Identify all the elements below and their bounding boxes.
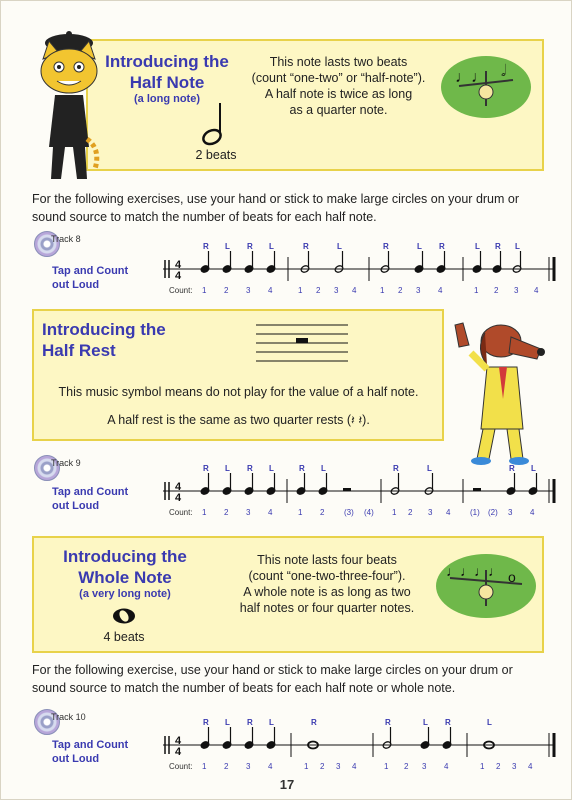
count-number: 4 — [444, 762, 449, 771]
time-signature-bottom: 4 — [175, 492, 182, 504]
half-rest — [473, 488, 481, 491]
sticking-label: R — [247, 718, 253, 727]
half-rest — [343, 488, 351, 491]
half-rest-title: Introducing the Half Rest — [42, 320, 166, 360]
track-9-rhythm-staff — [161, 461, 561, 519]
whole-note-line-2: (count “one-two-three-four”). — [248, 569, 406, 583]
count-number: 3 — [246, 286, 251, 295]
track-9-label: Track 9 — [51, 458, 81, 468]
count-number: 4 — [352, 762, 357, 771]
svg-text:♩♩♩♩: ♩♩♩♩ — [446, 563, 502, 579]
sticking-label: R — [203, 718, 209, 727]
count-number: 1 — [304, 762, 309, 771]
sticking-label: L — [269, 464, 274, 473]
whole-note-symbol — [111, 607, 137, 625]
count-number: 4 — [438, 286, 443, 295]
count-number: (4) — [364, 508, 374, 517]
svg-text:o: o — [508, 569, 516, 585]
count-number: 1 — [298, 286, 303, 295]
tap-line-1: Tap and Count — [52, 486, 129, 498]
sticking-label: L — [423, 718, 428, 727]
count-number: 2 — [224, 762, 229, 771]
sticking-label: L — [475, 242, 480, 251]
count-number: 1 — [392, 508, 397, 517]
sticking-label: R — [393, 464, 399, 473]
count-number: 2 — [404, 762, 409, 771]
sticking-label: L — [427, 464, 432, 473]
count-number: 4 — [268, 508, 273, 517]
sticking-label: R — [495, 242, 501, 251]
sticking-label: L — [321, 464, 326, 473]
count-number: 1 — [474, 286, 479, 295]
count-number: 2 — [320, 762, 325, 771]
track-8-label: Track 8 — [51, 234, 81, 244]
half-note-line-2: (count “one-two” or “half-note”). — [251, 71, 426, 85]
count-number: 2 — [224, 508, 229, 517]
sticking-label: R — [509, 464, 515, 473]
count-number: 2 — [224, 286, 229, 295]
count-number: 4 — [528, 762, 533, 771]
sticking-label: R — [303, 242, 309, 251]
half-note-description — [236, 54, 441, 118]
sticking-label: R — [439, 242, 445, 251]
sticking-label: L — [417, 242, 422, 251]
whole-note-caption: 4 beats — [103, 630, 145, 644]
half-rest-equivalence: A half rest is the same as two quarter rests (𝄽 𝄽). — [107, 413, 370, 427]
sticking-label: L — [269, 242, 274, 251]
count-number: 4 — [446, 508, 451, 517]
sticking-label: R — [385, 718, 391, 727]
count-number: 3 — [514, 286, 519, 295]
tap-line-1: Tap and Count — [52, 265, 129, 277]
half-note-title: Introducing the Half Note — [105, 52, 229, 92]
count-number: 1 — [480, 762, 485, 771]
count-number: 1 — [380, 286, 385, 295]
whole-note-title: Introducing the Whole Note — [63, 547, 187, 587]
count-number: 4 — [268, 762, 273, 771]
count-label: Count: — [169, 286, 193, 295]
count-number: 4 — [534, 286, 539, 295]
balance-scale-illustration — [441, 56, 531, 118]
time-signature-top: 4 — [175, 259, 182, 271]
count-number: 4 — [268, 286, 273, 295]
count-label: Count: — [169, 508, 193, 517]
count-number: 3 — [336, 762, 341, 771]
track-10-rhythm-staff — [161, 715, 561, 773]
track-9-instruction — [52, 485, 128, 513]
count-number: 3 — [508, 508, 513, 517]
count-number: 1 — [298, 508, 303, 517]
sticking-label: L — [531, 464, 536, 473]
sticking-label: L — [225, 718, 230, 727]
sticking-label: R — [311, 718, 317, 727]
half-rest-symbol — [256, 321, 348, 367]
count-number: 3 — [416, 286, 421, 295]
balance-scale-illustration-2 — [436, 554, 536, 618]
track-10-label: Track 10 — [51, 712, 86, 722]
count-number: 3 — [246, 762, 251, 771]
sticking-label: L — [337, 242, 342, 251]
count-number: 3 — [334, 286, 339, 295]
track-8-rhythm-staff — [161, 239, 561, 297]
whole-note-line-3: A whole note is as long as two — [243, 585, 411, 599]
tap-line-1: Tap and Count — [52, 739, 129, 751]
sticking-label: L — [225, 464, 230, 473]
time-signature-bottom: 4 — [175, 270, 182, 282]
count-number: 2 — [408, 508, 413, 517]
count-number: (2) — [488, 508, 498, 517]
half-rest-description: This music symbol means do not play for the value of a half note. — [58, 385, 419, 399]
tap-line-2: out Loud — [52, 753, 100, 765]
sticking-label: R — [247, 464, 253, 473]
sticking-label: R — [247, 242, 253, 251]
count-number: 1 — [202, 762, 207, 771]
sticking-label: L — [515, 242, 520, 251]
sticking-label: R — [445, 718, 451, 727]
count-number: 2 — [496, 762, 501, 771]
sticking-label: L — [269, 718, 274, 727]
count-number: 3 — [422, 762, 427, 771]
count-number: 2 — [320, 508, 325, 517]
time-signature-bottom: 4 — [175, 746, 182, 758]
sticking-label: R — [383, 242, 389, 251]
whole-note-subtitle: (a very long note) — [79, 588, 171, 600]
count-number: 2 — [398, 286, 403, 295]
count-number: 2 — [316, 286, 321, 295]
half-note-line-4: as a quarter note. — [289, 103, 388, 117]
half-note-subtitle: (a long note) — [134, 93, 200, 105]
count-number: 1 — [384, 762, 389, 771]
tap-line-2: out Loud — [52, 279, 100, 291]
sticking-label: R — [203, 464, 209, 473]
whole-note-description — [223, 552, 431, 616]
count-number: 3 — [428, 508, 433, 517]
count-number: (1) — [470, 508, 480, 517]
svg-text:𝅗𝅥: 𝅗𝅥 — [501, 63, 507, 80]
half-note-caption: 2 beats — [195, 148, 237, 162]
time-signature-top: 4 — [175, 735, 182, 747]
sticking-label: R — [203, 242, 209, 251]
exercise-instructions-1: For the following exercises, use your hand or stick to make large circles on your drum or sound source to match the number of beats for each half note. — [32, 192, 520, 224]
dog-illustration — [453, 319, 549, 469]
count-label: Count: — [169, 762, 193, 771]
whole-note-line-1: This note lasts four beats — [257, 553, 397, 567]
count-number: 4 — [352, 286, 357, 295]
exercise-instructions-2: For the following exercise, use your hand or stick to make large circles on your drum or sound source to match the number of beats for each half note or whole note. — [32, 663, 513, 695]
count-number: 2 — [494, 286, 499, 295]
svg-text:♩♩: ♩♩ — [455, 69, 487, 86]
page-number: 17 — [279, 777, 295, 792]
count-number: 3 — [246, 508, 251, 517]
count-number: 1 — [202, 286, 207, 295]
tap-line-2: out Loud — [52, 500, 100, 512]
half-note-line-1: This note lasts two beats — [269, 55, 408, 69]
whole-note-line-4: half notes or four quarter notes. — [239, 601, 415, 615]
sticking-label: L — [225, 242, 230, 251]
sticking-label: L — [487, 718, 492, 727]
track-10-instruction — [52, 738, 128, 766]
count-number: 4 — [530, 508, 535, 517]
count-number: 3 — [512, 762, 517, 771]
count-number: (3) — [344, 508, 354, 517]
track-8-instruction — [52, 264, 128, 292]
sticking-label: R — [299, 464, 305, 473]
half-note-symbol — [199, 101, 229, 147]
time-signature-top: 4 — [175, 481, 182, 493]
half-note-line-3: A half note is twice as long — [264, 87, 413, 101]
count-number: 1 — [202, 508, 207, 517]
